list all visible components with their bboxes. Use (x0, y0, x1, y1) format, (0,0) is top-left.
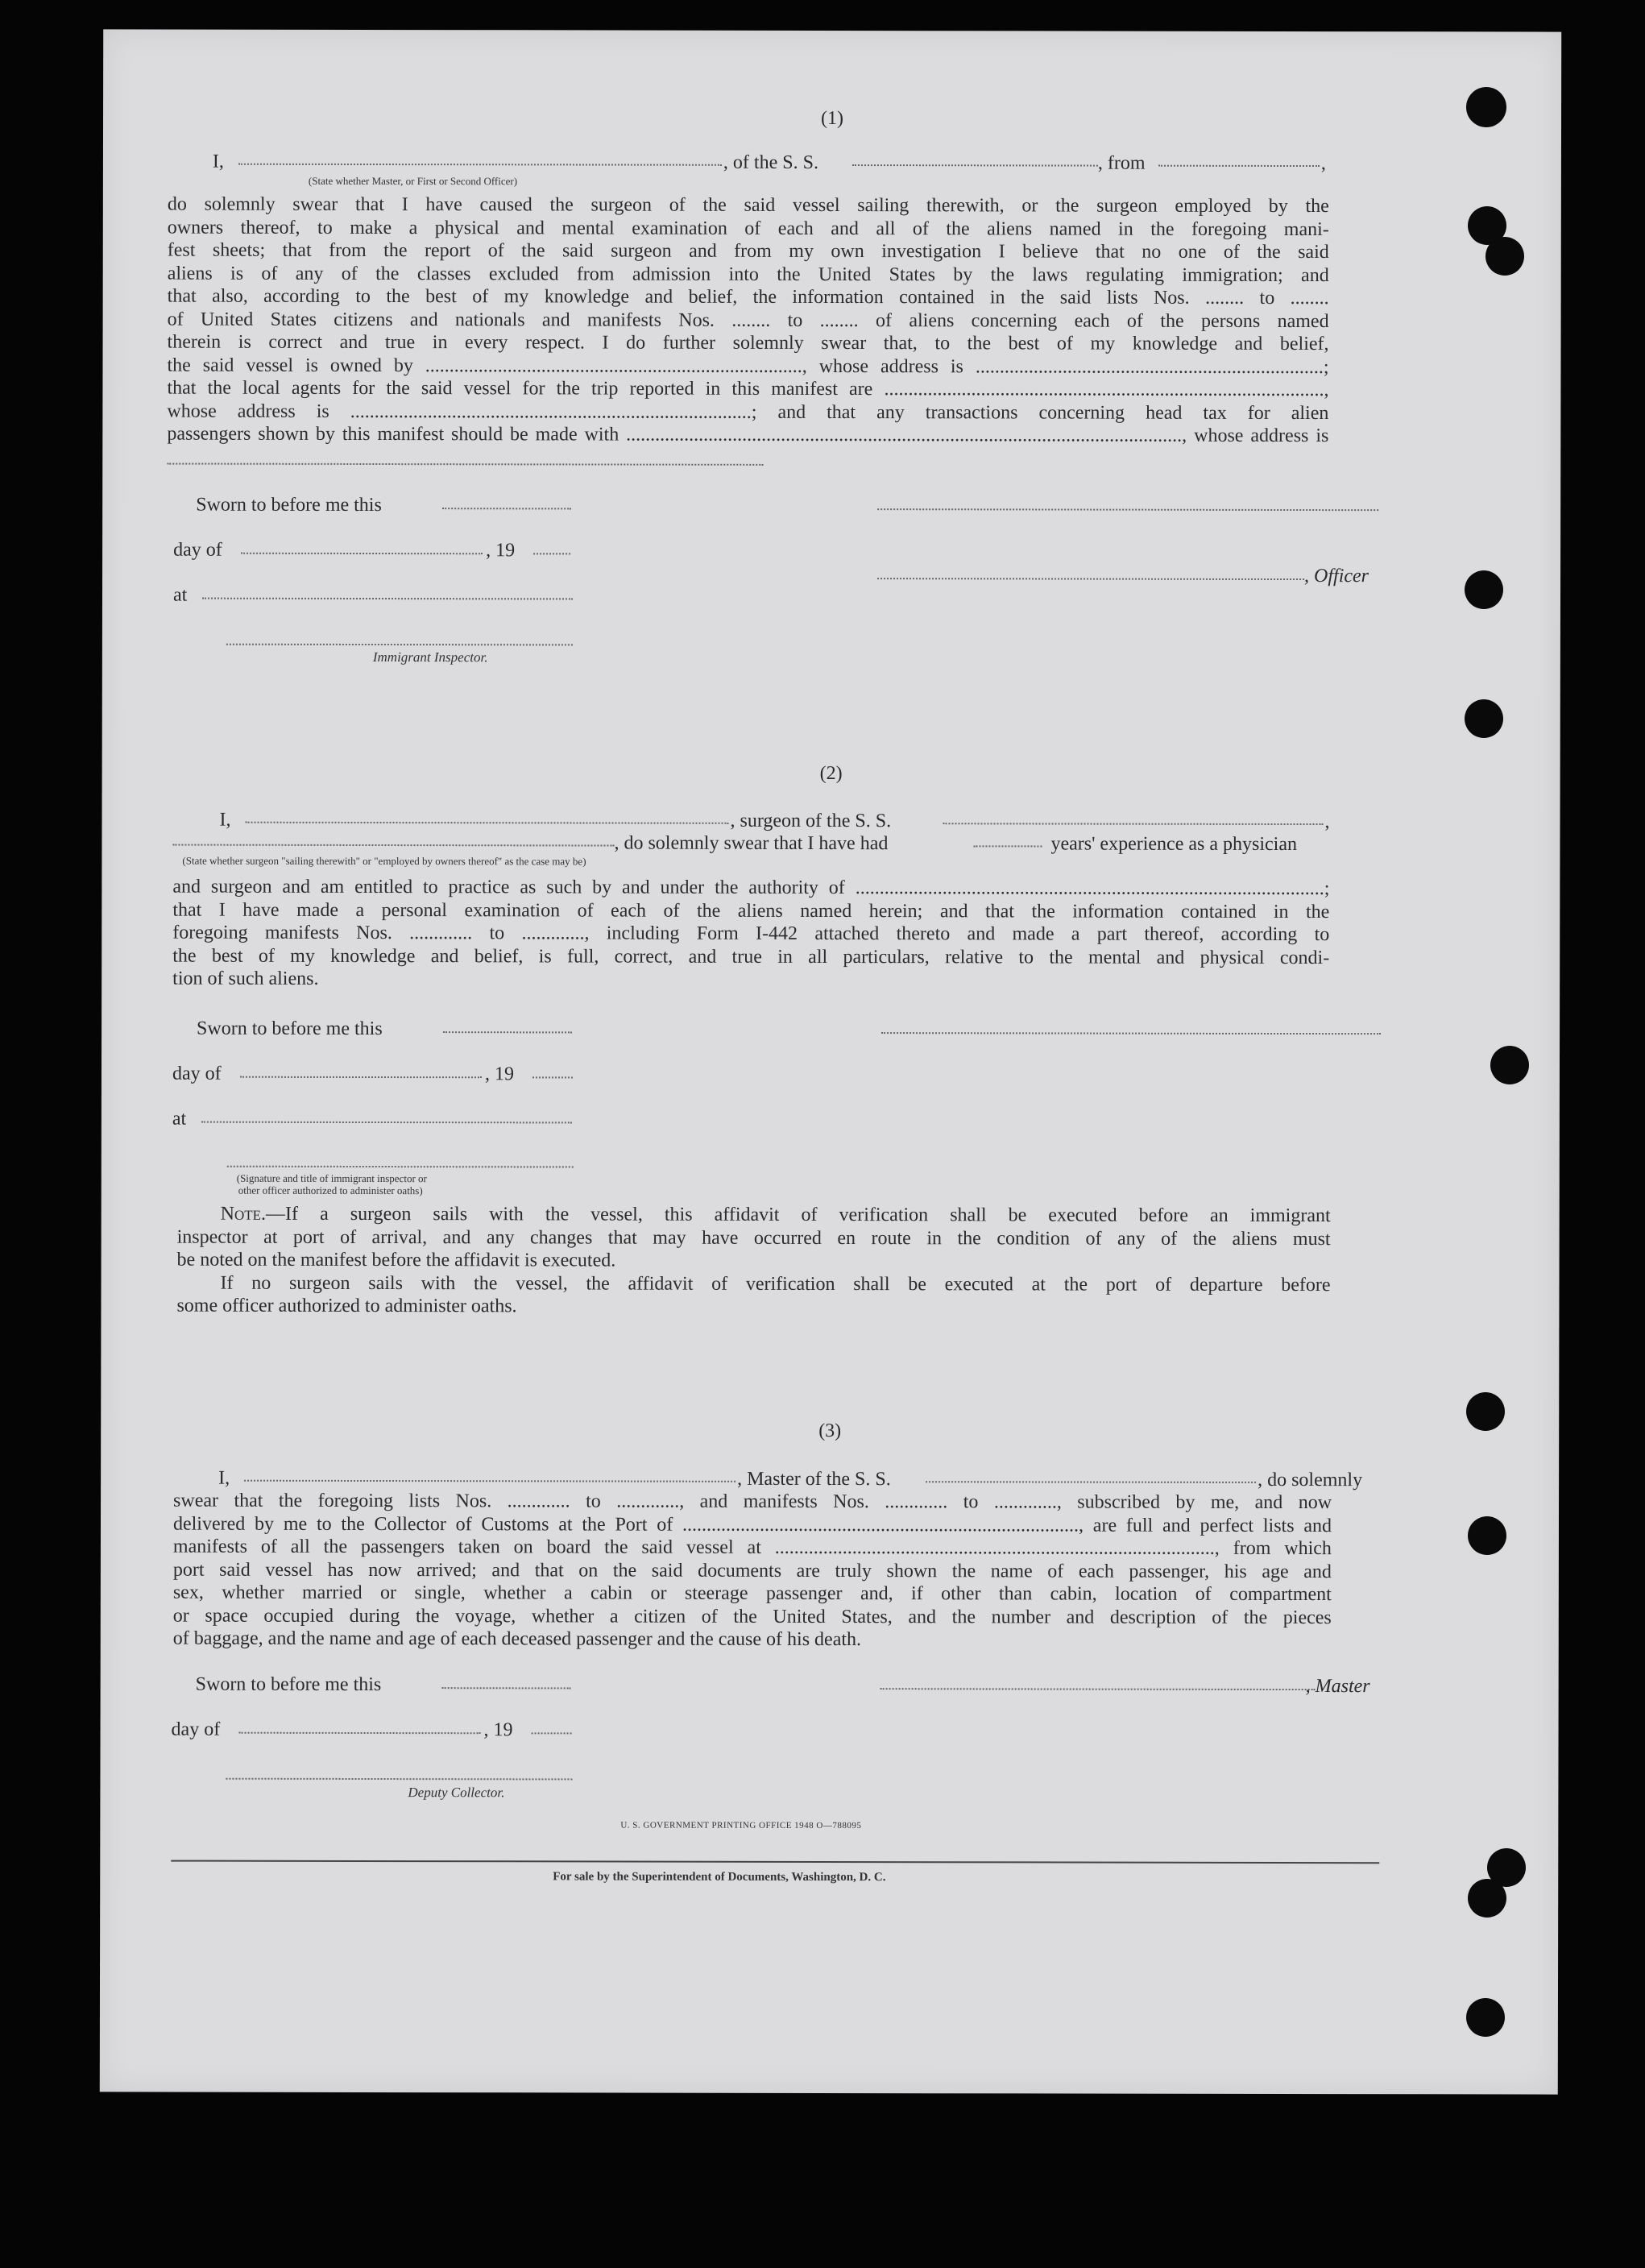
s2-line-3: foregoing manifests Nos. ............. to ............., including Form I-442 attached thereto and made a part thereof, according to (172, 922, 1330, 946)
s2-sig-note-1: (Signature and title of immigrant inspector or (236, 1171, 427, 1185)
s3-year-field[interactable] (532, 1732, 572, 1734)
s3-line-2: delivered by me to the Collector of Customs at the Port of .................................................................................., are full and perfect lists and (172, 1513, 1332, 1536)
s2-line-1: and surgeon and am entitled to practice as such by and under the authority of .................................................................................................; (172, 876, 1330, 900)
s3-line-1: swear that the foregoing lists Nos. ............. to ............., and manifests Nos. ............. to ............., subscribed by me, and now (173, 1490, 1332, 1514)
s3-paragraph (173, 1490, 1332, 1630)
s2-swear-label: , do solemnly swear that I have had (614, 832, 889, 855)
s1-sworn-label: Sworn to before me this (196, 494, 382, 516)
binder-hole-8b (1468, 1879, 1506, 1918)
s1-inspector-line[interactable] (226, 644, 573, 646)
s2-at-label: at (172, 1108, 187, 1130)
s2-years-field[interactable] (973, 845, 1042, 847)
footer-rule (171, 1860, 1379, 1864)
s1-at-field[interactable] (202, 598, 573, 600)
s3-sworn-label: Sworn to before me this (195, 1673, 382, 1696)
s1-inspector-label: Immigrant Inspector. (372, 649, 488, 665)
s3-vessel-field[interactable] (926, 1481, 1256, 1483)
s1-line-8: the said vessel is owned by .............................................................................., whose address is ........................................................................; (167, 355, 1329, 378)
s2-sworn-field[interactable] (443, 1031, 572, 1033)
s1-line-7: therein is correct and true in every respect. I do further solemnly swear that, to the best of my knowledge and belief, (167, 331, 1329, 355)
s2-surgeon-note: (State whether surgeon "sailing therewith" or "employed by owners thereof" as the case may be) (182, 854, 586, 868)
s1-vessel-field[interactable] (852, 164, 1098, 167)
s1-address-continuation-field[interactable] (167, 463, 763, 466)
section-2-number: (2) (819, 762, 843, 785)
s3-year-label: , 19 (483, 1719, 513, 1741)
s3-deputy-line[interactable] (226, 1778, 572, 1781)
s2-years-label: years' experience as a physician (1050, 833, 1298, 856)
s1-paragraph (167, 193, 1329, 448)
s3-master-signature-label: , Master (1305, 1676, 1370, 1698)
s2-surgeon-label: , surgeon of the S. S. (730, 810, 892, 832)
s1-day-field[interactable] (241, 553, 483, 555)
s2-sig-note-2: other officer authorized to administer oaths) (238, 1184, 423, 1197)
s2-note-line-1 (221, 1203, 1331, 1228)
s3-day-label: day of (171, 1719, 221, 1740)
s2-note-line-5: some officer authorized to administer oaths. (176, 1295, 517, 1317)
s3-master-label: , Master of the S. S. (737, 1468, 891, 1491)
s2-line1-end: , (1324, 811, 1330, 833)
s2-note-head: Note. (220, 1203, 267, 1225)
s2-note-line-3: be noted on the manifest before the affidavit is executed. (176, 1249, 616, 1271)
s2-day-field[interactable] (240, 1076, 482, 1079)
s3-master-line[interactable] (881, 1688, 1316, 1690)
s2-at-field[interactable] (201, 1122, 572, 1124)
s1-line-1: do solemnly swear that I have caused the surgeon of the said vessel sailing therewith, or the surgeon employed by the (167, 193, 1329, 218)
s3-line-3: manifests of all the passengers taken on board the said vessel at ..........................................................................................., from which (172, 1536, 1332, 1560)
s3-i-label: I, (218, 1467, 230, 1489)
s1-officer-label: , Officer (1304, 566, 1369, 587)
s1-i-label: I, (212, 151, 224, 172)
s2-year-field[interactable] (532, 1076, 573, 1078)
s1-from-label: , from (1097, 152, 1146, 174)
s2-i-label: I, (219, 809, 231, 831)
s1-sworn-field[interactable] (442, 508, 571, 509)
s2-note-line-2: inspector at port of arrival, and any changes that may have occurred en route in the condition of any of the aliens must (176, 1226, 1331, 1250)
s1-line-4: aliens is of any of the classes excluded from admission into the United States by the laws regulating immigration; and (167, 263, 1329, 286)
s1-year-label: , 19 (486, 540, 516, 562)
s2-last-line: tion of such aliens. (172, 968, 319, 989)
binder-hole-3 (1465, 570, 1503, 609)
s1-year-field[interactable] (533, 553, 570, 554)
binder-hole-2b (1485, 237, 1524, 276)
s3-sworn-field[interactable] (442, 1687, 571, 1689)
gpo-imprint: U. S. GOVERNMENT PRINTING OFFICE 1948 O—788095 (620, 1820, 862, 1831)
binder-hole-9 (1466, 1998, 1505, 2037)
s3-last-line: of baggage, and the name and age of each deceased passenger and the cause of his death. (172, 1627, 862, 1651)
footer-sale-notice: For sale by the Superintendent of Documents, Washington, D. C. (553, 1870, 886, 1884)
s2-line-2: that I have made a personal examination of each of the aliens named herein; and that the information contained in the (172, 899, 1330, 923)
section-1-number: (1) (821, 107, 844, 130)
s2-vessel-field[interactable] (943, 823, 1324, 825)
s3-line-6: or space occupied during the voyage, whether a citizen of the United States, and the number and description of the pieces (172, 1605, 1332, 1628)
s1-line-11: passengers shown by this manifest should be made with ..................................................................................................................., whose address is (167, 423, 1329, 447)
s1-officer-line[interactable] (877, 578, 1304, 580)
s1-line-2: owners thereof, to make a physical and mental examination of each and all of the aliens named in the foregoing mani- (167, 217, 1329, 240)
s2-note-text-1: —If a surgeon sails with the vessel, this affidavit of verification shall be executed before an immigrant (266, 1203, 1331, 1227)
s1-officer-note: (State whether Master, or First or Second Officer) (308, 174, 518, 188)
s2-year-label: , 19 (484, 1064, 514, 1085)
s1-line-10: whose address is ...................................................................................; and that any transactions concerning head tax for alien (167, 400, 1329, 424)
s2-day-label: day of (172, 1063, 222, 1084)
s2-inspector-line[interactable] (227, 1166, 574, 1168)
s1-of-ss-label: , of the S. S. (723, 151, 818, 173)
binder-hole-1 (1466, 87, 1506, 127)
s3-solemnly-label: , do solemnly (1258, 1469, 1363, 1491)
s1-signature-line[interactable] (877, 508, 1378, 511)
s2-name-field[interactable] (246, 822, 729, 824)
form-page (100, 29, 1561, 2094)
s1-line-6: of United States citizens and nationals and manifests Nos. ........ to ........ of aliens concerning each of the persons named (167, 309, 1329, 332)
binder-hole-7 (1468, 1516, 1506, 1555)
s1-name-field[interactable] (238, 164, 722, 166)
binder-hole-4 (1465, 699, 1503, 738)
s1-at-label: at (172, 584, 188, 606)
s1-day-label: day of (173, 539, 222, 561)
binder-hole-6 (1466, 1392, 1505, 1431)
s2-note-line-4: If no surgeon sails with the vessel, the affidavit of verification shall be executed at the port of departure before (220, 1272, 1331, 1296)
s1-line-5: that also, according to the best of my knowledge and belief, the information contained in the said lists Nos. ........ to ........ (167, 285, 1329, 309)
s2-line-4: the best of my knowledge and belief, is full, correct, and true in all particulars, relative to the mental and physical condi- (172, 945, 1330, 968)
s2-sworn-label: Sworn to before me this (197, 1018, 383, 1040)
s3-deputy-label: Deputy Collector. (408, 1785, 505, 1801)
s3-line-4: port said vessel has now arrived; and that on the said documents are truly shown the name of each passenger, his age and (172, 1559, 1332, 1582)
s2-paragraph (172, 876, 1329, 970)
s2-surgeon-type-field[interactable] (172, 844, 614, 847)
s1-from-field[interactable] (1158, 165, 1320, 167)
section-3-number: (3) (818, 1420, 842, 1442)
s2-signature-line[interactable] (881, 1032, 1381, 1034)
s1-line-9: that the local agents for the said vessel for the trip reported in this manifest are ..........................................................................................., (167, 377, 1329, 401)
s3-name-field[interactable] (244, 1480, 735, 1482)
s1-line-3: fest sheets; that from the report of the said surgeon and from my own investigation I believe that no one of the said (167, 239, 1329, 263)
binder-hole-5 (1490, 1046, 1529, 1084)
s1-line1-end: , (1320, 153, 1326, 175)
s3-day-field[interactable] (239, 1732, 481, 1735)
s3-line-5: sex, whether married or single, whether a cabin or steerage passenger and, if other than cabin, location of compartment (172, 1582, 1332, 1606)
